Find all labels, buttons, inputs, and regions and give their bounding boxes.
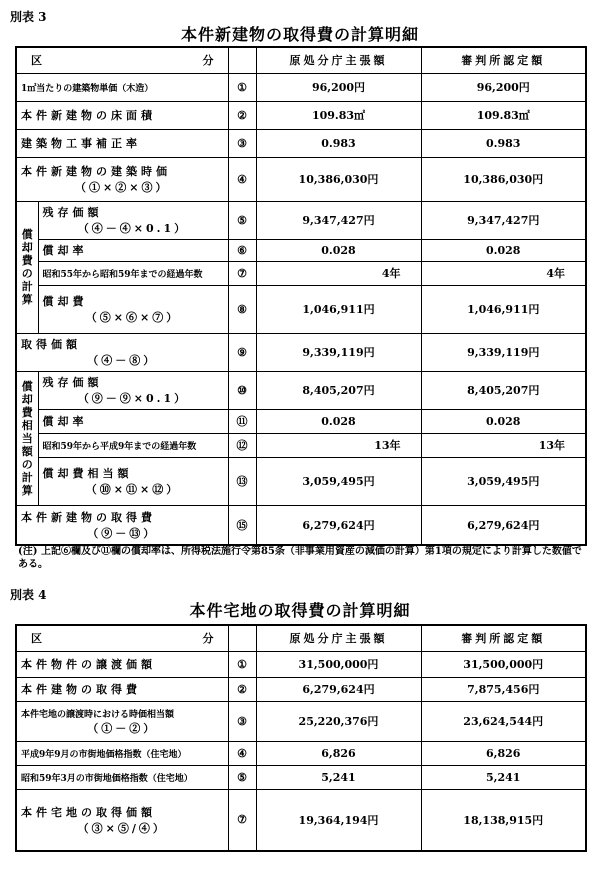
table-row: 本件宅地の譲渡時における時価相当額 （①－②） ③ 25,220,376円 23,624,544円	[16, 701, 586, 741]
table-row: 本件建物の取得費 ② 6,279,624円 7,875,456円	[16, 677, 586, 701]
table-row: 昭和59年3月の市街地価格指数（住宅地） ⑤ 5,241 5,241	[16, 765, 586, 789]
header-category: 区 分	[16, 47, 228, 73]
appendix4-title: 本件宅地の取得費の計算明細	[189, 601, 411, 620]
side-heading-depreciation-equivalent: 償却費相当額の計算	[16, 371, 38, 505]
appendix3-title: 本件新建物の取得費の計算明細	[180, 25, 419, 44]
table-row: 平成9年9月の市街地価格指数（住宅地） ④ 6,826 6,826	[16, 741, 586, 765]
table-row: 建築物工事補正率 ③ 0.983 0.983	[16, 129, 586, 157]
table-row: 償却費相当額の計算 残存価額 （⑨－⑨×0.1） ⑩ 8,405,207円 8,405,207円	[16, 371, 586, 409]
table-row: 本件新建物の取得費 （⑨－⑬） ⑮ 6,279,624円 6,279,624円	[16, 505, 586, 545]
appendix3-table	[15, 46, 587, 546]
table-row: 本件新建物の建築時価 （①×②×③） ④ 10,386,030円 10,386,030円	[16, 157, 586, 201]
side-heading-depreciation: 償却費の計算	[16, 201, 38, 333]
header-tribunal-finding: 審判所認定額	[421, 47, 586, 73]
appendix3-label: 別表 3	[10, 10, 47, 24]
table-header-row	[16, 625, 586, 651]
table-row: 1㎡当たりの建築物単価（木造） ① 96,200円 96,200円	[16, 73, 586, 101]
appendix3-footnote: (注) 上記⑥欄及び⑪欄の償却率は、所得税法施行令第85条（非事業用資産の減価の計算）第1項の規定により計算した数値である。	[18, 546, 582, 570]
header-office-claim: 原処分庁主張額	[256, 47, 421, 73]
header-tribunal-finding: 審判所認定額	[421, 625, 586, 651]
table-row: 償却費の計算 残存価額 （④－④×0.1） ⑤ 9,347,427円 9,347,427円	[16, 201, 586, 239]
table-row: 償却率 ⑥ 0.028 0.028	[16, 239, 586, 261]
table-row: 昭和59年から平成9年までの経過年数 ⑫ 13年 13年	[16, 433, 586, 457]
table-row: 償却費相当額 （⑩×⑪×⑫） ⑬ 3,059,495円 3,059,495円	[16, 457, 586, 505]
appendix4-label: 別表 4	[10, 588, 47, 602]
table-row: 昭和55年から昭和59年までの経過年数 ⑦ 4年 4年	[16, 261, 586, 285]
table-header-row	[16, 47, 586, 73]
table-row: 償却費 （⑤×⑥×⑦） ⑧ 1,046,911円 1,046,911円	[16, 285, 586, 333]
table-row: 本件新建物の床面積 ② 109.83㎡ 109.83㎡	[16, 101, 586, 129]
table-row: 本件物件の譲渡価額 ① 31,500,000円 31,500,000円	[16, 651, 586, 677]
header-category: 区 分	[16, 625, 228, 651]
appendix4-table	[15, 624, 587, 852]
table-row: 本件宅地の取得価額 （③×⑤/④） ⑦ 19,364,194円 18,138,915円	[16, 789, 586, 851]
table-row: 償却率 ⑪ 0.028 0.028	[16, 409, 586, 433]
header-office-claim: 原処分庁主張額	[256, 625, 421, 651]
table-row: 取得価額 （④－⑧） ⑨ 9,339,119円 9,339,119円	[16, 333, 586, 371]
